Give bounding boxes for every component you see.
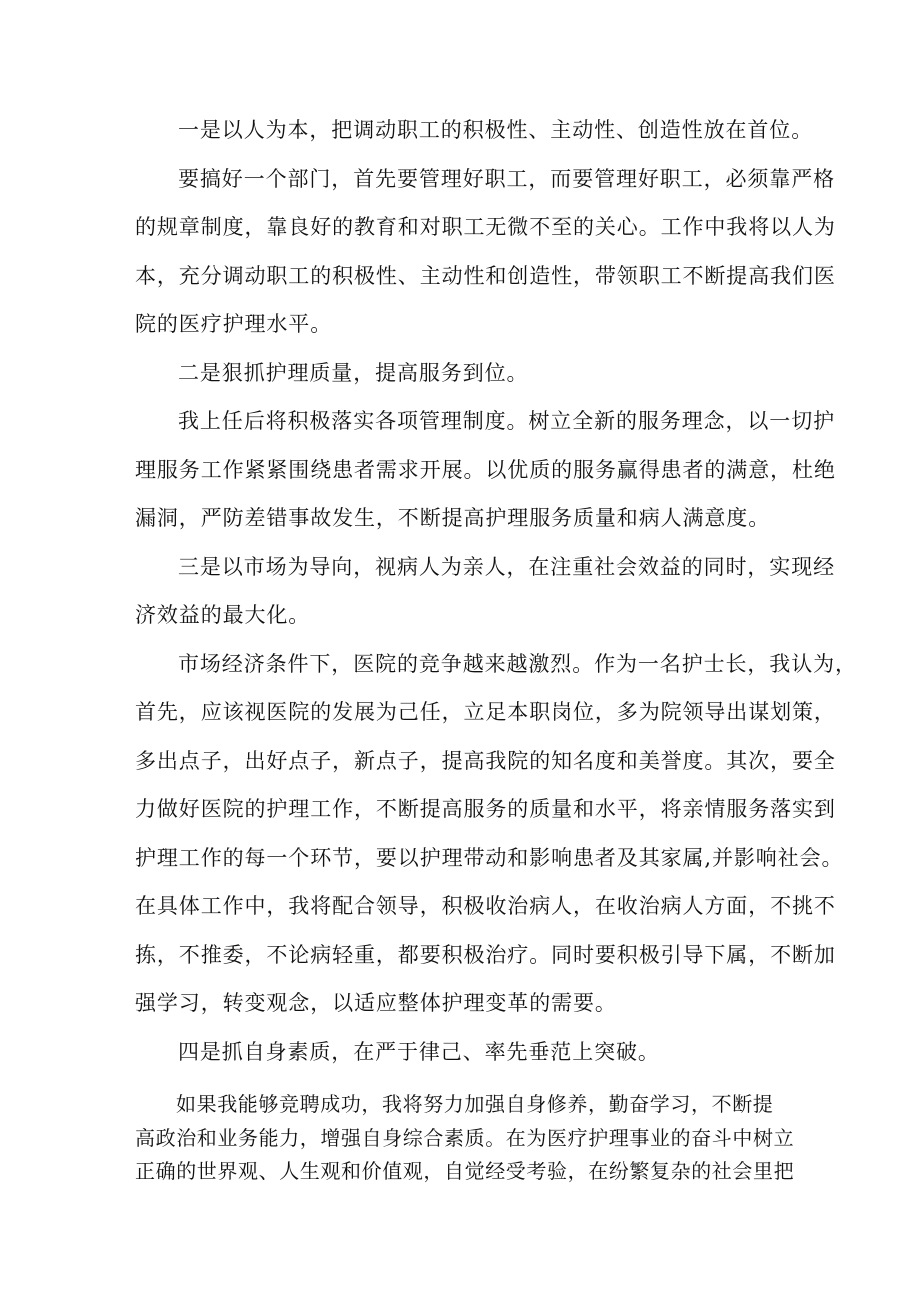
paragraph-2-line-3: 漏洞，严防差错事故发生，不断提高护理服务质量和病人满意度。 [135, 506, 771, 530]
paragraph-3-line-3: 多出点子，出好点子，新点子，提高我院的知名度和美誉度。其次，要全 [135, 749, 836, 773]
paragraph-3-line-5: 护理工作的每一个环节，要以护理带动和影响患者及其家属,并影响社会。 [135, 846, 844, 870]
paragraph-3-line-1: 市场经济条件下，医院的竞争越来越激烈。作为一名护士长，我认为， [178, 652, 857, 676]
paragraph-1-line-2: 的规章制度，靠良好的教育和对职工无微不至的关心。工作中我将以人为 [135, 215, 836, 239]
paragraph-4-line-2: 高政治和业务能力，增强自身综合素质。在为医疗护理事业的奋斗中树立 [135, 1126, 795, 1150]
paragraph-3-line-6: 在具体工作中，我将配合领导，积极收治病人，在收治病人方面，不挑不 [135, 894, 836, 918]
paragraph-3-line-2: 首先，应该视医院的发展为己任，立足本职岗位，多为院领导出谋划策， [135, 700, 836, 724]
paragraph-1-line-1: 要搞好一个部门，首先要管理好职工，而要管理好职工，必须靠严格 [178, 167, 835, 191]
heading-point-four: 四是抓自身素质，在严于律己、率先垂范上突破。 [178, 1040, 660, 1064]
paragraph-1-line-3: 本，充分调动职工的积极性、主动性和创造性，带领职工不断提高我们医 [135, 264, 836, 288]
paragraph-1-line-4: 院的医疗护理水平。 [135, 312, 333, 336]
paragraph-2-line-1: 我上任后将积极落实各项管理制度。树立全新的服务理念，以一切护 [178, 409, 835, 433]
paragraph-3-line-8: 强学习，转变观念，以适应整体护理变革的需要。 [135, 991, 617, 1015]
heading-point-three-line-1: 三是以市场为导向，视病人为亲人，在注重社会效益的同时，实现经 [178, 555, 835, 579]
heading-point-one: 一是以人为本，把调动职工的积极性、主动性、创造性放在首位。 [178, 118, 814, 142]
paragraph-3-line-7: 拣，不推委，不论病轻重，都要积极治疗。同时要积极引导下属，不断加 [135, 943, 836, 967]
paragraph-3-line-4: 力做好医院的护理工作，不断提高服务的质量和水平，将亲情服务落实到 [135, 797, 836, 821]
paragraph-2-line-2: 理服务工作紧紧围绕患者需求开展。以优质的服务赢得患者的满意，杜绝 [135, 458, 836, 482]
heading-point-two: 二是狠抓护理质量，提高服务到位。 [178, 361, 529, 385]
paragraph-4-line-3: 正确的世界观、人生观和价值观，自觉经受考验，在纷繁复杂的社会里把 [135, 1159, 795, 1183]
paragraph-4-line-1: 如果我能够竞聘成功，我将努力加强自身修养，勤奋学习，不断提 [176, 1092, 774, 1116]
heading-point-three-line-2: 济效益的最大化。 [135, 603, 311, 627]
